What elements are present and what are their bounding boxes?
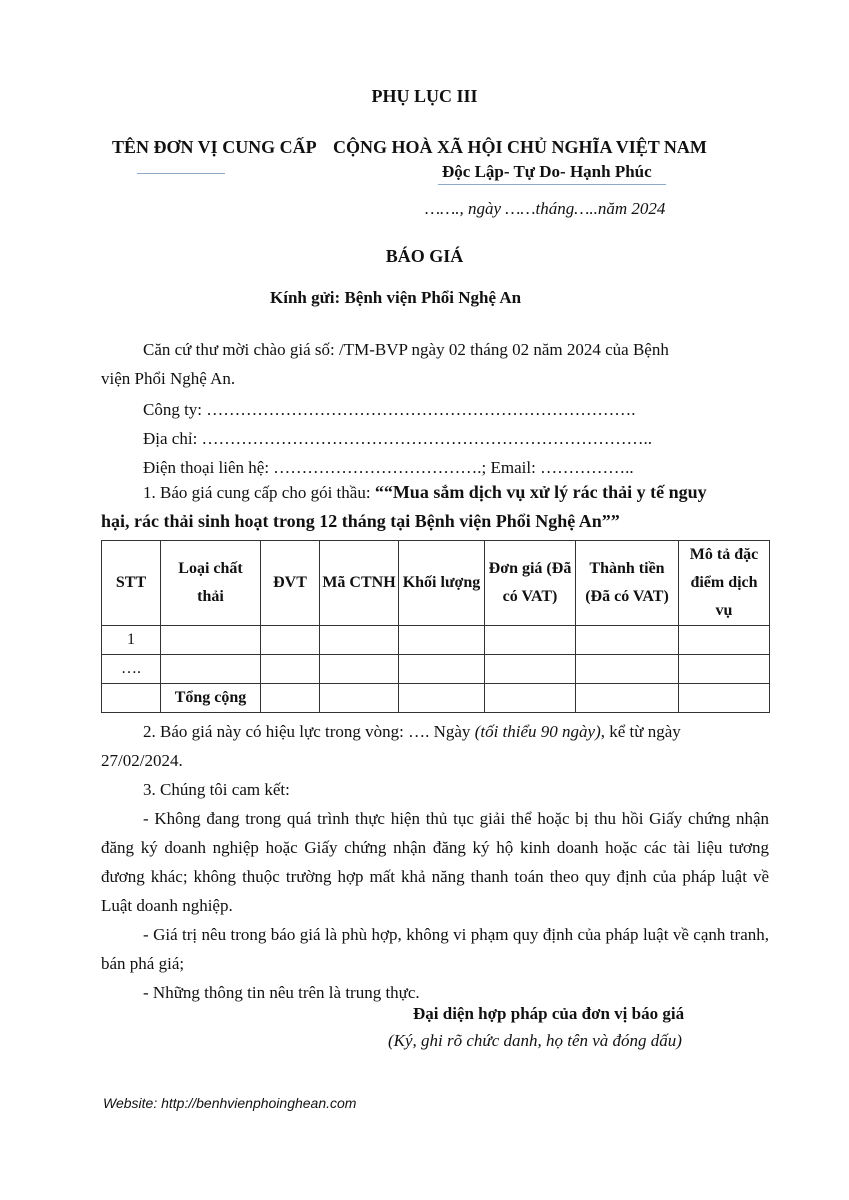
table-cell[interactable]: [399, 684, 485, 713]
table-cell[interactable]: [161, 626, 261, 655]
website-footer: Website: http://benhvienphoinghean.com: [103, 1095, 357, 1111]
table-cell[interactable]: [485, 684, 576, 713]
signature-title: Đại diện hợp pháp của đơn vị báo giá: [413, 1004, 685, 1023]
item-2-date: 27/02/2024.: [101, 751, 183, 770]
item-2-text-b: , kể từ ngày: [600, 722, 681, 741]
commitment-1-text: - Không đang trong quá trình thực hiện thủ tục giải thể hoặc bị thu hồi Giấy chứng nhận đăng ký doanh nghiệp hoặc Giấy chứng nhận đăng ký hộ kinh doanh hoặc các tài liệu tương đương khác; không thuộc trường hợp mất khả năng thanh toán theo quy định của pháp luật về Luật doanh nghiệp.: [101, 809, 769, 915]
header-waste-type: Loại chất thải: [161, 541, 261, 626]
table-cell[interactable]: 1: [102, 626, 161, 655]
contact-field: Điện thoại liên hệ: ……………………………….; Email: ……………..: [143, 458, 634, 477]
document-title: BÁO GIÁ: [385, 246, 464, 266]
table-row: [102, 655, 770, 684]
item-2-text-a: 2. Báo giá này có hiệu lực trong vòng: …. Ngày: [143, 722, 475, 741]
item-3-text: 3. Chúng tôi cam kết:: [143, 780, 290, 799]
header-quantity: Khối lượng: [399, 541, 485, 626]
table-cell[interactable]: [399, 626, 485, 655]
date-line: ……., ngày ……tháng…..năm 2024: [425, 199, 666, 218]
table-cell[interactable]: [576, 626, 679, 655]
basis-line-1: Căn cứ thư mời chào giá số: /TM-BVP ngày 02 tháng 02 năm 2024 của Bệnh: [143, 340, 669, 359]
table-cell[interactable]: [102, 684, 161, 713]
header-unit: ĐVT: [261, 541, 320, 626]
signature-note: (Ký, ghi rõ chức danh, họ tên và đóng dấu): [388, 1031, 682, 1050]
recipient: Kính gửi: Bệnh viện Phổi Nghệ An: [270, 288, 522, 307]
table-total-row: [102, 684, 770, 713]
table-cell[interactable]: [320, 626, 399, 655]
commitment-1: [101, 804, 769, 920]
table-cell[interactable]: [261, 626, 320, 655]
header-service-description: Mô tả đặc điểm dịch vụ: [679, 541, 770, 626]
header-stt: STT: [102, 541, 161, 626]
basis-line-2: viện Phổi Nghệ An.: [101, 369, 236, 388]
table-cell[interactable]: [320, 684, 399, 713]
table-cell[interactable]: [679, 684, 770, 713]
table-cell[interactable]: [576, 684, 679, 713]
commitment-3-text: - Những thông tin nêu trên là trung thực.: [143, 983, 420, 1002]
total-label: Tổng cộng: [161, 684, 261, 713]
nation-title: CỘNG HOÀ XÃ HỘI CHỦ NGHĨA VIỆT NAM: [333, 137, 707, 157]
item-1-line-1: [143, 482, 707, 503]
commitment-2: [101, 920, 769, 978]
appendix-title: PHỤ LỤC III: [371, 86, 478, 106]
header-total-price: Thành tiền (Đã có VAT): [576, 541, 679, 626]
commitment-2-text: - Giá trị nêu trong báo giá là phù hợp, không vi phạm quy định của pháp luật về cạnh tranh, bán phá giá;: [101, 925, 769, 973]
table-cell[interactable]: [576, 655, 679, 684]
item-2: [101, 717, 769, 775]
motto-underline: [438, 184, 666, 185]
table-cell[interactable]: [399, 655, 485, 684]
table-cell[interactable]: ….: [102, 655, 161, 684]
table-cell[interactable]: [679, 655, 770, 684]
item-2-minimum: (tối thiểu 90 ngày): [474, 722, 601, 741]
table-cell[interactable]: [679, 626, 770, 655]
supplier-label: TÊN ĐƠN VỊ CUNG CẤP: [112, 137, 317, 157]
table-cell[interactable]: [485, 655, 576, 684]
commitment-3: [101, 978, 769, 1007]
table-cell[interactable]: [161, 655, 261, 684]
table-header-row: [102, 541, 770, 626]
table-cell[interactable]: [320, 655, 399, 684]
table-cell[interactable]: [485, 626, 576, 655]
header-unit-price: Đơn giá (Đã có VAT): [485, 541, 576, 626]
table-cell[interactable]: [261, 655, 320, 684]
table-row: [102, 626, 770, 655]
item-3: [101, 775, 769, 804]
quote-table: [101, 540, 770, 713]
company-field: Công ty: ………………………………………………………………….: [143, 400, 636, 419]
header-hazardous-code: Mã CTNH: [320, 541, 399, 626]
table-cell[interactable]: [261, 684, 320, 713]
address-field: Địa chỉ: ……………………………………………………………………..: [143, 429, 653, 448]
package-name-part-1: ““Mua sắm dịch vụ xử lý rác thải y tế nguy: [374, 482, 707, 502]
motto: Độc Lập- Tự Do- Hạnh Phúc: [442, 162, 652, 181]
item-1-prefix: 1. Báo giá cung cấp cho gói thầu:: [143, 483, 375, 502]
supplier-underline: [137, 173, 225, 174]
package-name-part-2: hại, rác thải sinh hoạt trong 12 tháng tại Bệnh viện Phổi Nghệ An””: [101, 511, 620, 531]
